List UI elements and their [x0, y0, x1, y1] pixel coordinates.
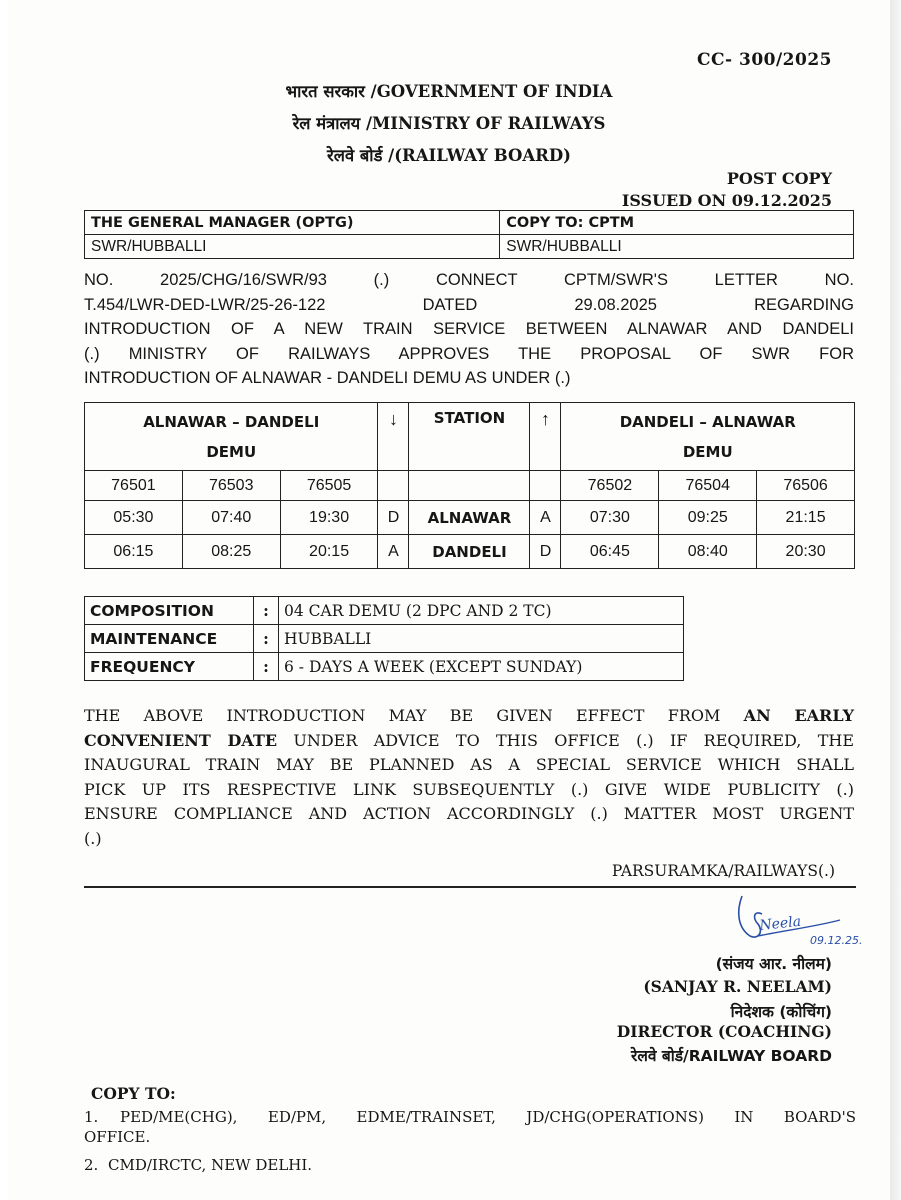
time-cell: 20:30 [757, 535, 855, 569]
left-heading-line2: DEMU [206, 442, 257, 461]
left-heading-line1: ALNAWAR – DANDELI [143, 412, 320, 431]
signatory-name-hindi: (संजय आर. नीलम) [715, 955, 832, 973]
copy-item-text: PED/ME(CHG), ED/PM, EDME/TRAINSET, JD/CHG(OPERATIONS) IN BOARD'S [120, 1108, 856, 1126]
intro-line: T.454/LWR-DED-LWR/25-26-122 DATED 29.08.2025 REGARDING [84, 295, 854, 314]
detail-value: HUBBALLI [279, 625, 684, 653]
header-board: रेलवे बोर्ड /(RAILWAY BOARD) [327, 146, 571, 165]
detail-key: FREQUENCY [85, 653, 254, 681]
signatory-office: रेलवे बोर्ड/RAILWAY BOARD [631, 1047, 832, 1065]
timetable-left-heading [85, 403, 378, 471]
time-cell: 07:40 [182, 501, 280, 535]
detail-key: MAINTENANCE [85, 625, 254, 653]
arr-dep-cell: D [530, 535, 561, 569]
copy-list-item [84, 1108, 856, 1146]
issued-date: ISSUED ON 09.12.2025 [621, 191, 832, 210]
body-paragraph [84, 704, 854, 851]
arr-dep-cell: A [378, 535, 409, 569]
timetable-row [85, 501, 855, 535]
time-cell: 06:45 [561, 535, 659, 569]
detail-row [85, 597, 684, 625]
empty-cell [378, 471, 409, 501]
right-heading-line1: DANDELI – ALNAWAR [619, 412, 796, 431]
post-copy-label: POST COPY [726, 169, 832, 188]
body-line: ENSURE COMPLIANCE AND ACTION ACCORDINGLY (.) MATTER MOST URGENT [84, 804, 854, 823]
train-number: 76502 [561, 471, 659, 501]
station-heading: STATION [409, 403, 530, 471]
train-number-row [85, 471, 855, 501]
time-cell: 05:30 [85, 501, 183, 535]
up-arrow-icon: ↑ [530, 403, 561, 471]
details-table [84, 596, 684, 681]
copy-item-text: CMD/IRCTC, NEW DELHI. [108, 1156, 313, 1174]
timetable [84, 402, 855, 569]
detail-row [85, 625, 684, 653]
down-arrow-icon: ↓ [378, 403, 409, 471]
document-page [8, 0, 890, 1200]
detail-row [85, 653, 684, 681]
empty-cell [409, 471, 530, 501]
intro-line: NO. 2025/CHG/16/SWR/93 (.) CONNECT CPTM/SWR'S LETTER NO. [84, 271, 854, 289]
addressee-value: SWR/HUBBALLI [85, 235, 500, 259]
detail-value: 6 - DAYS A WEEK (EXCEPT SUNDAY) [279, 653, 684, 681]
signature-scrawl [728, 890, 878, 955]
body-line: (.) [84, 828, 102, 848]
signoff-text: PARSURAMKA/RAILWAYS(.) [611, 862, 835, 880]
emphasis-text: AN EARLY [743, 706, 854, 725]
copy-item-number: 2. [84, 1156, 99, 1174]
time-cell: 19:30 [280, 501, 378, 535]
detail-separator: : [254, 625, 279, 653]
signature-date: 09.12.25. [810, 934, 863, 947]
right-heading-line2: DEMU [682, 442, 733, 461]
time-cell: 07:30 [561, 501, 659, 535]
address-table [84, 210, 854, 259]
copy-to-heading: COPY TO: CPTM [500, 211, 854, 235]
emphasis-text: CONVENIENT DATE [84, 730, 278, 750]
copy-to-value: SWR/HUBBALLI [500, 235, 854, 259]
copy-item-number: 1. [84, 1108, 99, 1126]
post-copy-block [622, 168, 832, 212]
addressee-heading: THE GENERAL MANAGER (OPTG) [85, 211, 500, 235]
signature-name: Neela [758, 913, 802, 934]
copy-to-heading-bottom: COPY TO: [91, 1084, 176, 1103]
time-cell: 20:15 [280, 535, 378, 569]
intro-paragraph [84, 268, 854, 391]
time-cell: 08:40 [659, 535, 757, 569]
body-line: THE ABOVE INTRODUCTION MAY BE GIVEN EFFECT FROM AN EARLY [84, 706, 854, 725]
arr-dep-cell: A [530, 501, 561, 535]
empty-cell [530, 471, 561, 501]
body-line: INAUGURAL TRAIN MAY BE PLANNED AS A SPECIAL SERVICE WHICH SHALL [84, 755, 854, 774]
signatory-name: (SANJAY R. NEELAM) [643, 977, 832, 996]
arr-dep-cell: D [378, 501, 409, 535]
divider-line [84, 886, 856, 888]
detail-key: COMPOSITION [85, 597, 254, 625]
body-line: CONVENIENT DATE UNDER ADVICE TO THIS OFFICE (.) IF REQUIRED, THE [84, 730, 854, 750]
time-cell: 08:25 [182, 535, 280, 569]
page-edge-shadow [890, 0, 901, 1200]
detail-separator: : [254, 597, 279, 625]
intro-line: (.) MINISTRY OF RAILWAYS APPROVES THE PROPOSAL OF SWR FOR [84, 344, 854, 363]
train-number: 76505 [280, 471, 378, 501]
train-number: 76506 [757, 471, 855, 501]
signatory-title: DIRECTOR (COACHING) [616, 1022, 832, 1041]
station-name: ALNAWAR [409, 501, 530, 535]
copy-list-item [84, 1156, 312, 1174]
header-government: भारत सरकार /GOVERNMENT OF INDIA [285, 82, 613, 101]
body-line: PICK UP ITS RESPECTIVE LINK SUBSEQUENTLY (.) GIVE WIDE PUBLICITY (.) [84, 779, 854, 799]
header-ministry: रेल मंत्रालय /MINISTRY OF RAILWAYS [292, 114, 606, 133]
train-number: 76504 [659, 471, 757, 501]
train-number: 76501 [85, 471, 183, 501]
signatory-title-hindi: निदेशक (कोचिंग) [730, 1003, 832, 1021]
time-cell: 06:15 [85, 535, 183, 569]
intro-line: INTRODUCTION OF ALNAWAR - DANDELI DEMU AS UNDER (.) [84, 369, 571, 387]
station-name: DANDELI [409, 535, 530, 569]
train-number: 76503 [182, 471, 280, 501]
reference-number: CC- 300/2025 [696, 50, 832, 70]
time-cell: 09:25 [659, 501, 757, 535]
detail-separator: : [254, 653, 279, 681]
intro-line: INTRODUCTION OF A NEW TRAIN SERVICE BETWEEN ALNAWAR AND DANDELI [84, 320, 854, 338]
detail-value: 04 CAR DEMU (2 DPC AND 2 TC) [279, 597, 684, 625]
time-cell: 21:15 [757, 501, 855, 535]
timetable-right-heading [561, 403, 855, 471]
copy-item-continuation: OFFICE. [84, 1128, 151, 1146]
timetable-row [85, 535, 855, 569]
